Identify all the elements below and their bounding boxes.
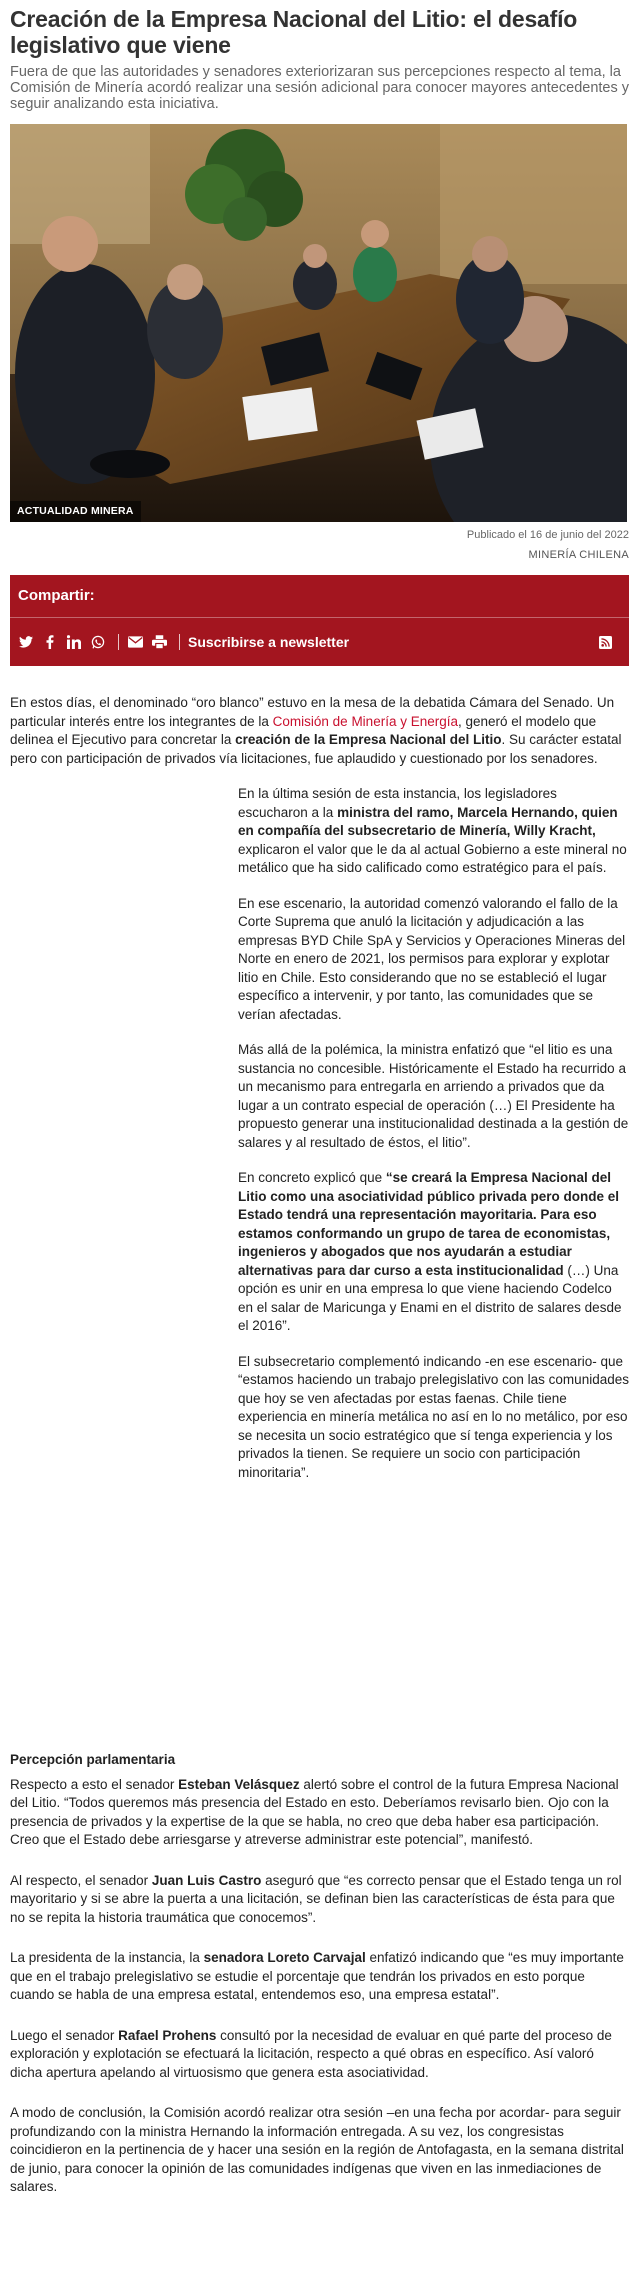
paragraph-text: consultó por la necesidad de evaluar en qué parte del proceso de exploración y explotación se efectuará la licitación, respecto a qué obras en específico. Así valoró dicha apertura apelando al virtuosismo que genera esta asociatividad. [10,2027,612,2080]
paragraph-text: En la última sesión de esta instancia, los legisladores escucharon a la [238,786,557,820]
share-separator [118,634,119,650]
paragraph-text: aseguró que “es correcto pensar que el Estado tenga un rol mayoritario y si se abre la puerta a una licitación, se definan bien las características de ésta para que no se repita la historia traumática que conocemos”. [10,1872,622,1925]
paragraph: A modo de conclusión, la Comisión acordó realizar otra sesión –en una fecha por acordar- para seguir profundizando con la ministra Hernando la información entregada. A su vez, los congresistas coincidieron en la pertinencia de y hacer una sesión en la región de Antofagasta, en la semana distrital de junio, para conocer la opinión de las comunidades indígenas que viven en las inmediaciones de salares. [10,2105,624,2194]
paragraph-text: enfatizó indicando que “es muy importante que en el trabajo prelegislativo se estudie el porcentaje que tendrán los privados en esto porque cuando se habla de una empresa estatal, entendemos eso, una empresa estatal”. [10,1950,624,2002]
print-icon[interactable] [151,634,167,650]
facebook-icon[interactable] [42,634,58,650]
paragraph-text: En estos días, el denominado “oro blanco” estuvo en la mesa de la debatida Cámara del Senado. Un particular interés entre los integrantes de la [10,695,615,729]
paragraph [10,694,629,768]
paragraph [10,1949,629,2005]
senator-name: Esteban Velásquez [178,1776,300,1792]
whatsapp-icon[interactable] [90,634,106,650]
paragraph-text: (…) Una opción es unir en una empresa lo que viene haciendo Codelco en el salar de Maricunga y Enami en el distrito de salares desde el 2016”. [238,1262,622,1333]
article-title: Creación de la Empresa Nacional del Litio: el desafío legislativo que viene [10,6,578,58]
twitter-icon[interactable] [18,634,34,650]
paragraph-text: La presidenta de la instancia, la [10,1950,204,1965]
paragraph-text: En concreto explicó que [238,1170,386,1185]
paragraph [10,1776,629,1850]
paragraph-text: explicaron el valor que le da al actual Gobierno a este mineral no metálico que ha sido calificado como estratégico para el país. [238,841,627,875]
paragraph: En ese escenario, la autoridad comenzó valorando el fallo de la Corte Suprema que anuló la licitación y adjudicación a las empresas BYD Chile SpA y Servicios y Operaciones Mineras del Norte en enero de 2021, los permisos para explorar y explotar litio en Chile. Esto considerando que no se estableció el lugar específico a intervenir, y por tanto, las comunidades que se verían afectadas. [238,895,626,1022]
image-caption-badge: ACTUALIDAD MINERA [10,501,141,522]
source-name: MINERÍA CHILENA [528,549,629,561]
comision-mineria-link[interactable]: Comisión de Minería y Energía [272,713,458,729]
share-title: Compartir: [18,587,95,604]
paragraph-bold: ministra del ramo, Marcela Hernando, quien en compañía del subsecretario de Minería, Willy Kracht, [238,804,618,838]
article-subtitle: Fuera de que las autoridades y senadores exteriorizaran sus percepciones respecto al tema, la Comisión de Minería acordó realizar una sesión adicional para conocer mayores antecedentes y seguir analizando esta iniciativa. [10,64,630,112]
paragraph-text: Al respecto, el senador [10,1872,152,1888]
senator-name: Rafael Prohens [118,2027,217,2043]
paragraph [10,1872,629,1928]
paragraph-text: Respecto a esto el senador [10,1776,179,1792]
email-icon[interactable] [127,634,143,650]
senator-name: senadora Loreto Carvajal [203,1950,366,1965]
share-bar [10,575,629,666]
article-body [10,694,629,2197]
publish-date: Publicado el 16 de junio del 2022 [466,529,629,541]
meeting-photo [10,124,627,522]
paragraph [10,2027,629,2083]
article-hero-image [10,124,627,522]
paragraph-text: Luego el senador [10,2027,119,2043]
section-heading: Percepción parlamentaria [10,1752,176,1767]
paragraph-text: , generó el modelo que delinea el Ejecutivo para concretar la [10,713,597,747]
newsletter-subscribe-link[interactable]: Suscribirse a newsletter [188,634,350,650]
paragraph-bold: creación de la Empresa Nacional del Litio [235,732,502,747]
senator-name: Juan Luis Castro [151,1872,262,1888]
paragraph-bold: “se creará la Empresa Nacional del Litio como una asociatividad público privada pero donde el Estado tendrá una representación mayoritaria. Para eso estamos conformando un grupo de tarea de economistas, ingenieros y abogados que nos ayudarán a estudiar alternativas para dar curso a esta institucionalidad [238,1170,620,1278]
share-actions [10,618,629,666]
ad-space [10,785,220,1725]
paragraph-text: alertó sobre el control de la futura Empresa Nacional del Litio. “Todos queremos más presencia del Estado en esto. Deberíamos revisarlo bien. Ojo con la presencia de privados y la expertise de la que se habla, no creo que deba haber esa participación. Creo que el Estado debe arriesgarse y atreverse administrar este potencial”, manifestó. [10,1776,619,1847]
paragraph-text: . Su carácter estatal pero con participación de privados vía licitaciones, fue aplaudido y cuestionado por los senadores. [10,732,622,766]
rss-icon[interactable] [597,634,613,650]
paragraph: El subsecretario complementó indicando -en ese escenario- que “estamos haciendo un trabajo prelegislativo con las comunidades que hoy se ven afectadas por estas faenas. Chile tiene experiencia en minería metálica no así en lo no metálico, por eso se necesita un socio estratégico que sí tenga experiencia y los privados la tienen. Se requiere un socio con participación minoritaria”. [238,1353,629,1480]
linkedin-icon[interactable] [66,634,82,650]
paragraph: Más allá de la polémica, la ministra enfatizó que “el litio es una sustancia no concesible. Históricamente el Estado ha recurrido a un mecanismo para entregarla en arriendo a privados que da lugar a un contrato especial de operación (…) El Presidente ha propuesto generar una institucionalidad destinada a la gestión de salares y al resultado de éstos, el litio”. [238,1042,629,1150]
article-page [0,6,639,2197]
share-separator [179,634,180,650]
